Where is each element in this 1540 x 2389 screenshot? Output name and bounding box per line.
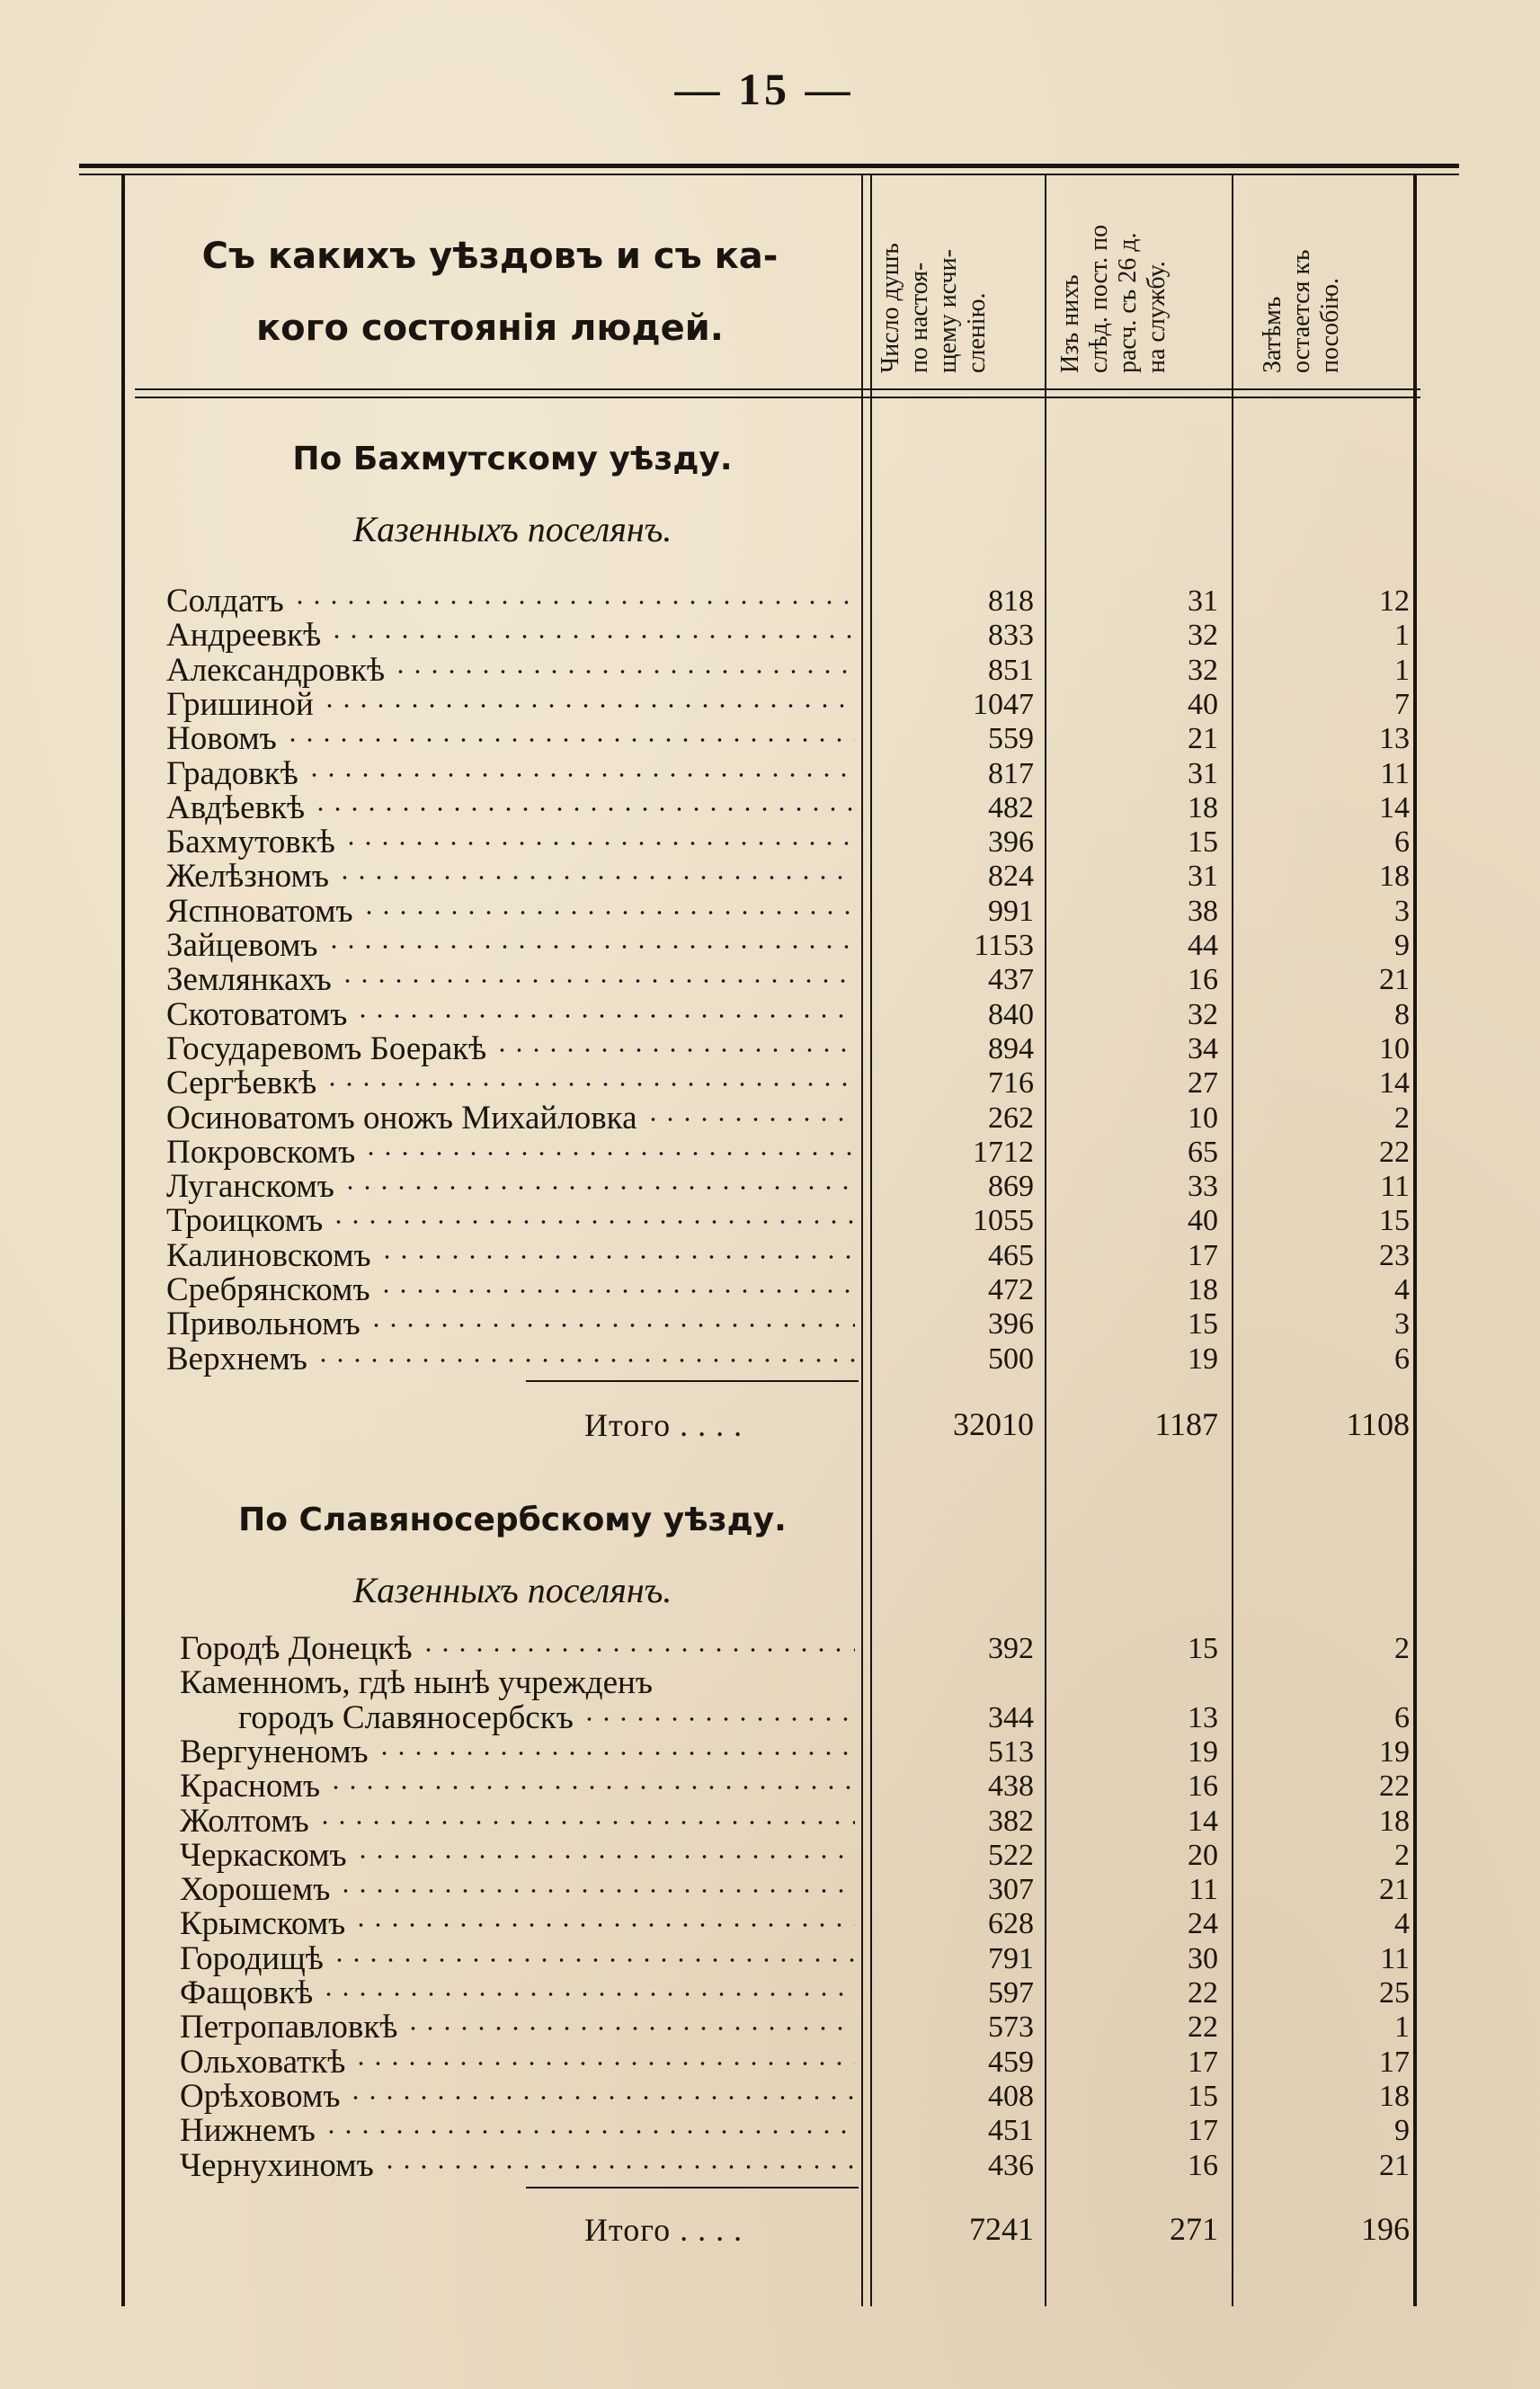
row-name: Яспноватомъ [166, 892, 353, 930]
cell-remaining: 6 [1394, 1700, 1410, 1734]
leader-dots [378, 1289, 855, 1293]
leader-dots [494, 1048, 855, 1052]
cell-remaining: 25 [1379, 1976, 1410, 2010]
cell-souls: 396 [988, 1307, 1034, 1342]
cell-service: 32 [1188, 619, 1218, 653]
row-name: Черкаскомъ [180, 1836, 347, 1874]
table-row [166, 1273, 859, 1307]
cell-remaining: 15 [1379, 1204, 1410, 1238]
table-row [166, 1133, 859, 1171]
section-subtitle: Казенныхъ поселянъ. [352, 1570, 672, 1610]
row-name: Осиноватомъ оножъ Михайловка [166, 1099, 637, 1137]
cell-service: 15 [1188, 1307, 1218, 1342]
cell-souls: 382 [988, 1804, 1034, 1838]
table-row [180, 1939, 859, 1977]
cell-remaining: 6 [1394, 1342, 1410, 1376]
header-line: щему исчи- [934, 249, 962, 373]
column-divider-3 [1232, 175, 1233, 2306]
cell-remaining: 11 [1380, 1941, 1410, 1975]
leader-dots [362, 1152, 855, 1155]
top-rule-thick [79, 164, 1459, 168]
table-row [180, 2114, 859, 2148]
total-label: Итого . . . . [584, 2212, 743, 2248]
leader-dots [347, 2096, 855, 2099]
leader-dots [581, 1717, 855, 1721]
header-line: Число душъ [877, 243, 904, 373]
cell-souls: 344 [988, 1700, 1034, 1734]
leader-dots [327, 1786, 855, 1789]
cell-souls: 833 [988, 619, 1034, 653]
cell-souls: 500 [988, 1342, 1034, 1376]
row-name: Ольховаткѣ [180, 2043, 346, 2081]
cell-remaining: 2 [1394, 1838, 1410, 1872]
table-row [180, 1666, 859, 1700]
right-border [1413, 175, 1417, 2306]
table-row [166, 963, 859, 997]
leader-dots [645, 1118, 855, 1121]
table-row [166, 722, 859, 756]
cell-remaining: 18 [1379, 2079, 1410, 2113]
cell-remaining: 19 [1379, 1734, 1410, 1769]
header-line: сленію. [963, 292, 991, 373]
row-name: Хорошемъ [180, 1871, 331, 1909]
table-row [180, 1769, 859, 1804]
total-souls: 7241 [969, 2211, 1034, 2247]
row-name: Солдатъ [166, 583, 284, 620]
cell-remaining: 4 [1394, 1907, 1410, 1941]
table-row [166, 685, 859, 723]
row-name: Верхнемъ [166, 1340, 307, 1377]
leader-dots [405, 2027, 855, 2030]
cell-service: 10 [1188, 1101, 1218, 1135]
table-row [180, 1802, 859, 1840]
row-name: Скотоватомъ [166, 995, 348, 1033]
table-row [180, 1873, 859, 1907]
cell-souls: 894 [988, 1031, 1034, 1065]
table-row [180, 1836, 859, 1874]
cell-souls: 513 [988, 1734, 1034, 1769]
cell-remaining: 14 [1379, 1066, 1410, 1101]
leader-dots [381, 2165, 855, 2169]
cell-remaining: 21 [1379, 963, 1410, 997]
header-title: Съ какихъ уѣздовъ и съ ка- кого состоянія людей. [201, 236, 779, 349]
table-row [166, 1307, 859, 1342]
cell-remaining: 3 [1394, 1307, 1410, 1342]
cell-souls: 817 [988, 756, 1034, 790]
cell-service: 40 [1188, 687, 1218, 721]
cell-remaining: 1 [1394, 619, 1410, 653]
table-row [180, 1632, 859, 1666]
cell-service: 16 [1188, 2148, 1218, 2182]
header-line: слѣд. пост. по [1085, 224, 1113, 373]
cell-souls: 573 [988, 2010, 1034, 2045]
cell-souls: 482 [988, 790, 1034, 825]
row-name: Градовкѣ [166, 754, 298, 792]
leader-dots [325, 945, 855, 949]
section-subtitle: Казенныхъ поселянъ. [352, 509, 672, 549]
table-row [166, 825, 859, 860]
cell-service: 14 [1188, 1804, 1218, 1838]
leader-dots [361, 911, 855, 914]
table-row [166, 1170, 859, 1204]
cell-service: 18 [1188, 1273, 1218, 1306]
cell-souls: 437 [988, 963, 1034, 997]
row-name: Петропавловкѣ [180, 2009, 398, 2046]
cell-service: 34 [1188, 1031, 1218, 1065]
cell-service: 11 [1188, 1873, 1218, 1907]
table-row [166, 651, 859, 689]
row-name: Орѣховомъ [180, 2077, 341, 2115]
leader-dots [337, 1889, 855, 1893]
cell-souls: 408 [988, 2079, 1034, 2113]
row-name: Землянкахъ [166, 961, 332, 999]
table-row [238, 1698, 859, 1736]
row-name: городъ Славяносербскъ [238, 1698, 574, 1736]
cell-service: 17 [1188, 1238, 1218, 1272]
cell-service: 40 [1188, 1204, 1218, 1238]
row-name: Государевомъ Боеракѣ [166, 1030, 487, 1067]
leader-dots [328, 635, 855, 638]
cell-service: 13 [1188, 1700, 1218, 1734]
table-row [166, 892, 859, 930]
header-col-souls [877, 166, 992, 373]
leader-dots [352, 2062, 855, 2065]
row-name: Каменномъ, гдѣ нынѣ учрежденъ [180, 1664, 653, 1702]
cell-remaining: 7 [1394, 687, 1410, 721]
cell-service: 15 [1188, 1632, 1218, 1665]
row-name: Чернухиномъ [180, 2146, 374, 2184]
row-name: Новомъ [166, 720, 277, 758]
cell-souls: 869 [988, 1170, 1034, 1204]
cell-service: 16 [1188, 1769, 1218, 1804]
total-underline [526, 1380, 859, 1382]
cell-service: 38 [1188, 894, 1218, 928]
total-souls: 32010 [953, 1406, 1034, 1442]
table-row [180, 1976, 859, 2010]
cell-service: 17 [1188, 2045, 1218, 2079]
leader-dots [336, 876, 855, 879]
total-underline [526, 2187, 859, 2188]
leader-dots [284, 738, 855, 742]
cell-souls: 559 [988, 722, 1034, 756]
cell-remaining: 21 [1379, 2148, 1410, 2182]
row-name: Городѣ Донецкѣ [180, 1630, 413, 1667]
row-name: Сергѣевкѣ [166, 1065, 317, 1102]
top-rule-thin [79, 174, 1459, 175]
table-row [180, 1735, 859, 1769]
cell-souls: 307 [988, 1873, 1034, 1907]
cell-souls: 597 [988, 1976, 1034, 2010]
table-row [180, 2146, 859, 2184]
cell-service: 24 [1188, 1907, 1218, 1941]
cell-souls: 438 [988, 1769, 1034, 1804]
cell-souls: 840 [988, 997, 1034, 1031]
cell-souls: 262 [988, 1101, 1034, 1135]
column-divider-1 [861, 175, 863, 2306]
leader-dots [323, 2130, 855, 2134]
table-row [166, 1101, 859, 1136]
cell-remaining: 11 [1380, 756, 1410, 790]
table-row [166, 860, 859, 894]
total-remaining: 196 [1361, 2211, 1410, 2247]
cell-remaining: 6 [1394, 825, 1410, 860]
cell-remaining: 2 [1394, 1632, 1410, 1665]
header-col-remaining [1259, 166, 1345, 373]
cell-souls: 824 [988, 860, 1034, 894]
row-name: Троицкомъ [166, 1202, 324, 1240]
cell-remaining: 1 [1394, 653, 1410, 687]
cell-souls: 1153 [974, 929, 1034, 962]
cell-remaining: 22 [1379, 1135, 1410, 1169]
leader-dots [376, 1752, 855, 1755]
cell-remaining: 3 [1394, 894, 1410, 928]
cell-remaining: 2 [1394, 1101, 1410, 1135]
table-row [166, 619, 859, 653]
column-divider-1b [870, 175, 872, 2306]
cell-remaining: 22 [1379, 1769, 1410, 1804]
table-row [180, 2010, 859, 2045]
cell-service: 19 [1188, 1734, 1218, 1769]
column-divider-2 [1045, 175, 1046, 2306]
leader-dots [378, 1255, 855, 1259]
cell-service: 27 [1188, 1066, 1218, 1101]
page-number: — 15 — [674, 64, 854, 114]
leader-dots [321, 704, 855, 708]
leader-dots [392, 670, 855, 673]
cell-service: 20 [1188, 1838, 1218, 1872]
cell-remaining: 10 [1379, 1031, 1410, 1065]
table-row [180, 2077, 859, 2115]
leader-dots [354, 1014, 855, 1018]
row-name: Крымскомъ [180, 1905, 346, 1943]
table-row [166, 791, 859, 825]
leader-dots [312, 807, 855, 811]
table-row [180, 1907, 859, 1941]
cell-souls: 1055 [973, 1204, 1034, 1238]
cell-souls: 459 [988, 2045, 1034, 2079]
cell-service: 32 [1188, 653, 1218, 687]
leader-dots [324, 1083, 855, 1086]
row-name: Желѣзномъ [166, 858, 330, 896]
section-title: По Бахмутскому уѣзду. [292, 441, 733, 477]
cell-service: 31 [1188, 756, 1218, 790]
header-line: Затѣмъ [1259, 296, 1286, 373]
header-line: пособію. [1316, 277, 1344, 373]
cell-service: 44 [1188, 929, 1218, 962]
leader-dots [368, 1324, 855, 1327]
cell-remaining: 9 [1394, 929, 1410, 962]
row-name: Луганскомъ [166, 1168, 334, 1206]
cell-service: 22 [1188, 1976, 1218, 2010]
cell-remaining: 9 [1394, 2114, 1410, 2148]
row-name: Андреевкѣ [166, 617, 322, 655]
cell-remaining: 11 [1380, 1170, 1410, 1204]
leader-dots [420, 1648, 855, 1652]
table-row [166, 1032, 859, 1066]
table-row [166, 1236, 859, 1274]
section-title: По Славяносербскому уѣзду. [238, 1502, 787, 1538]
cell-service: 32 [1188, 997, 1218, 1031]
header-line: по настоя- [905, 262, 933, 373]
cell-souls: 451 [988, 2114, 1034, 2148]
leader-dots [315, 1359, 855, 1362]
header-line: на службу. [1143, 261, 1171, 373]
cell-service: 15 [1188, 825, 1218, 860]
cell-service: 65 [1188, 1135, 1218, 1169]
leader-dots [331, 1958, 855, 1962]
total-service: 1187 [1154, 1406, 1218, 1442]
row-name: Бахмутовкѣ [166, 824, 335, 861]
cell-service: 19 [1188, 1342, 1218, 1376]
row-name: Вергуненомъ [180, 1733, 369, 1770]
row-name: Сребрянскомъ [166, 1271, 370, 1308]
row-name: Городищѣ [180, 1939, 324, 1977]
cell-souls: 851 [988, 653, 1034, 687]
row-name: Гришиной [166, 685, 314, 723]
table-row [166, 995, 859, 1033]
table-row [166, 1342, 859, 1377]
cell-service: 17 [1188, 2114, 1218, 2148]
leader-dots [354, 1855, 855, 1859]
cell-remaining: 1 [1394, 2010, 1410, 2045]
leader-dots [291, 601, 855, 604]
row-name: Красномъ [180, 1768, 321, 1805]
table-row [166, 929, 859, 963]
row-name: Калиновскомъ [166, 1236, 371, 1274]
leader-dots [342, 1186, 855, 1190]
table-row [166, 1066, 859, 1101]
cell-service: 21 [1188, 722, 1218, 756]
cell-souls: 991 [988, 894, 1034, 928]
cell-service: 31 [1188, 860, 1218, 894]
header-rule-1 [135, 388, 1420, 390]
row-name: Нижнемъ [180, 2112, 316, 2150]
row-name: Фащовкѣ [180, 1974, 314, 2011]
row-name: Жолтомъ [180, 1802, 309, 1840]
cell-souls: 522 [988, 1838, 1034, 1872]
header-rule-2 [135, 397, 1420, 398]
cell-service: 22 [1188, 2010, 1218, 2045]
cell-remaining: 13 [1379, 722, 1410, 756]
row-name: Привольномъ [166, 1306, 361, 1343]
cell-souls: 472 [988, 1273, 1034, 1306]
cell-souls: 1712 [973, 1135, 1034, 1169]
table-row [166, 1204, 859, 1238]
cell-remaining: 4 [1394, 1273, 1410, 1306]
cell-souls: 396 [988, 825, 1034, 860]
cell-souls: 818 [988, 584, 1034, 618]
total-label: Итого . . . . [584, 1407, 743, 1443]
leader-dots [343, 842, 855, 845]
table-row [180, 2043, 859, 2081]
cell-souls: 628 [988, 1907, 1034, 1941]
cell-remaining: 8 [1394, 997, 1410, 1031]
cell-souls: 1047 [973, 687, 1034, 721]
total-service: 271 [1170, 2211, 1218, 2247]
cell-remaining: 17 [1379, 2045, 1410, 2079]
leader-dots [306, 773, 855, 777]
cell-remaining: 14 [1379, 790, 1410, 825]
cell-souls: 392 [988, 1632, 1034, 1665]
header-line: расч. съ 26 д. [1114, 232, 1142, 373]
row-name: Авдѣевкѣ [166, 789, 306, 826]
cell-service: 30 [1188, 1941, 1218, 1975]
cell-souls: 716 [988, 1066, 1034, 1101]
leader-dots [352, 1923, 855, 1927]
cell-souls: 436 [988, 2148, 1034, 2182]
cell-service: 15 [1188, 2079, 1218, 2113]
cell-remaining: 18 [1379, 860, 1410, 894]
cell-remaining: 12 [1379, 584, 1410, 618]
row-name: Зайцевомъ [166, 927, 318, 964]
cell-service: 18 [1188, 790, 1218, 825]
leader-dots [316, 1821, 855, 1824]
header-line: остается къ [1287, 249, 1315, 373]
cell-service: 16 [1188, 963, 1218, 997]
left-border [121, 175, 125, 2306]
cell-remaining: 18 [1379, 1804, 1410, 1838]
header-col-service [1056, 166, 1171, 373]
header-line: Изъ нихъ [1056, 274, 1084, 373]
cell-souls: 465 [988, 1238, 1034, 1272]
leader-dots [339, 979, 855, 983]
total-remaining: 1108 [1346, 1406, 1410, 1442]
cell-remaining: 21 [1379, 1873, 1410, 1907]
row-name: Покровскомъ [166, 1133, 356, 1171]
leader-dots [320, 1992, 855, 1996]
table-row [166, 584, 859, 619]
cell-service: 31 [1188, 584, 1218, 618]
row-name: Александровкѣ [166, 651, 386, 689]
cell-service: 33 [1188, 1170, 1218, 1204]
leader-dots [330, 1220, 855, 1224]
table-row [166, 754, 859, 792]
cell-remaining: 23 [1379, 1238, 1410, 1272]
cell-souls: 791 [988, 1941, 1034, 1975]
